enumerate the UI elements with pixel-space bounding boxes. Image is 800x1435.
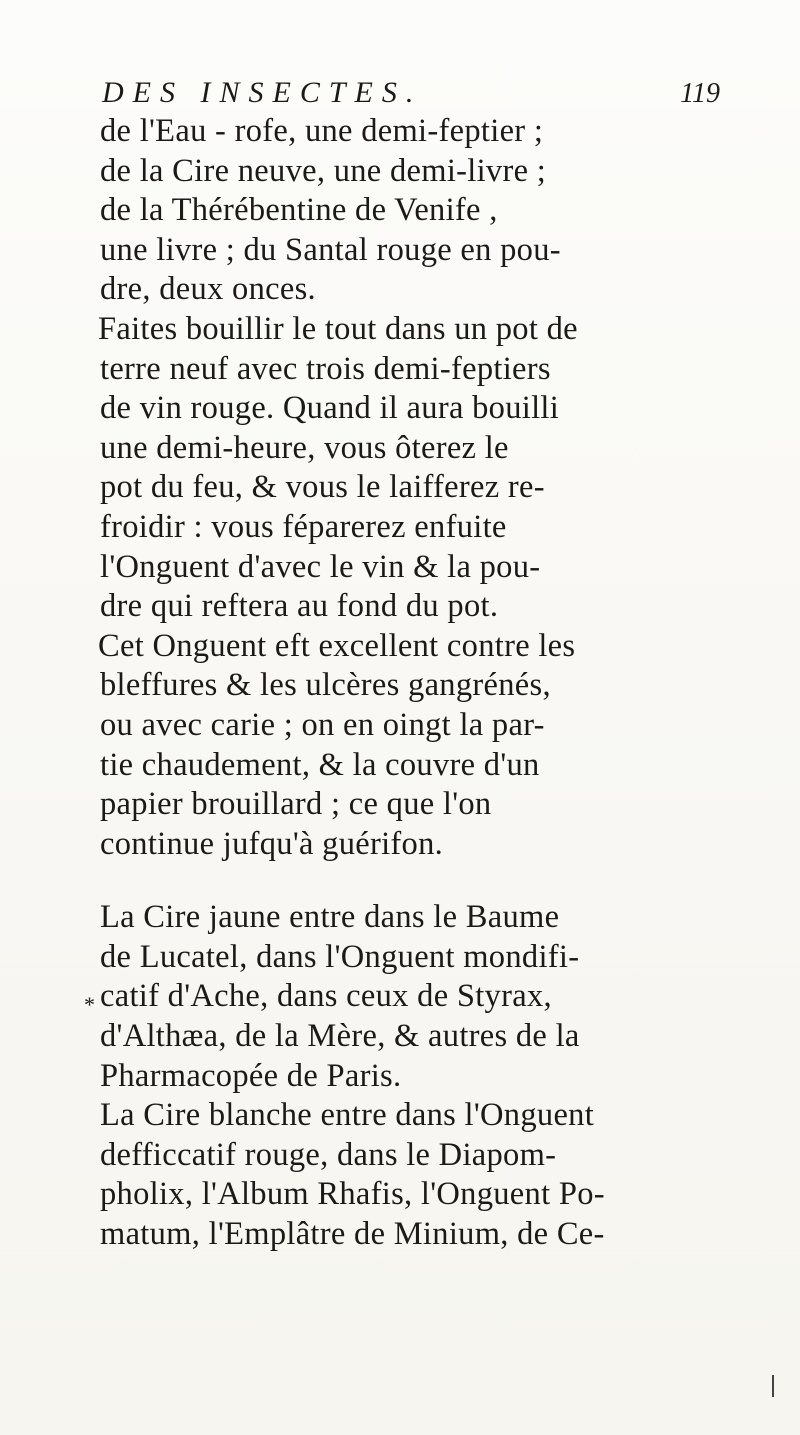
text-line: froidir : vous féparerez enfuite (100, 508, 507, 545)
text-line: pholix, l'Album Rhafis, l'Onguent Po- (100, 1176, 605, 1213)
text-line: l'Onguent d'avec le vin & la pou- (100, 548, 541, 585)
text-line: de Lucatel, dans l'Onguent mondifi- (100, 938, 580, 975)
text-line: continue jufqu'à guérifon. (100, 825, 444, 862)
margin-asterisk: * (84, 992, 95, 1017)
page-number: 119 (680, 78, 720, 109)
text-line: de vin rouge. Quand il aura bouilli (100, 390, 560, 427)
text-line: Pharmacopée de Paris. (100, 1057, 402, 1094)
text-line: matum, l'Emplâtre de Minium, de Ce- (100, 1216, 605, 1253)
running-title: DES INSECTES. (102, 76, 423, 109)
text-line: une demi-heure, vous ôterez le (100, 429, 509, 466)
text-line: dre qui reftera au fond du pot. (100, 588, 499, 625)
text-line: tie chaudement, & la couvre d'un (100, 746, 540, 783)
text-line: de la Cire neuve, une demi-livre ; (100, 152, 547, 189)
text-line: catif d'Ache, dans ceux de Styrax, (100, 978, 552, 1015)
text-line: ou avec carie ; on en oingt la par- (100, 706, 545, 743)
text-line: defficcatif rouge, dans le Diapom- (100, 1136, 557, 1173)
paragraph-gap (100, 864, 740, 898)
text-line: pot du feu, & vous le laifferez re- (100, 469, 545, 506)
text-line: d'Althæa, de la Mère, & autres de la (100, 1018, 580, 1055)
edge-mark (772, 1375, 774, 1397)
text-line: de l'Eau - rofe, une demi-feptier ; (100, 113, 544, 149)
text-line: bleffures & les ulcères gangrénés, (100, 667, 551, 704)
text-line: terre neuf avec trois demi-feptiers (100, 350, 551, 387)
text-line: papier brouillard ; ce que l'on (100, 786, 492, 823)
paragraph-start: La Cire blanche entre dans l'Onguent (100, 1097, 595, 1134)
body-text (100, 112, 740, 1255)
paragraph-start: Cet Onguent eft excellent contre les (98, 627, 576, 664)
text-line: de la Thérébentine de Venife , (100, 192, 498, 229)
paragraph-start: La Cire jaune entre dans le Baume (100, 899, 560, 936)
text-line: une livre ; du Santal rouge en pou- (100, 231, 561, 268)
paragraph-start: Faites bouillir le tout dans un pot de (98, 310, 578, 347)
text-line: dre, deux onces. (100, 271, 316, 308)
